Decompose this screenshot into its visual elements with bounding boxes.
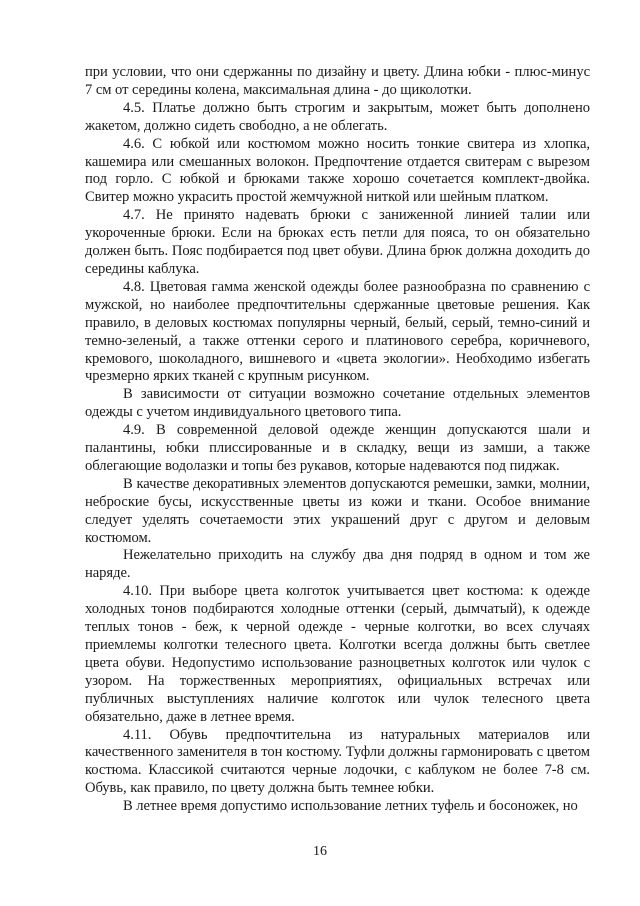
paragraph-4-5: 4.5. Платье должно быть строгим и закрытым, может быть дополнено жакетом, должно сидеть свободно, а не облегать.	[85, 99, 590, 134]
paragraph-4-10: 4.10. При выборе цвета колготок учитывается цвет костюма: к одежде холодных тонов подбираются холодные оттенки (серый, дымчатый), к одежде теплых тонов - беж, к черной одежде - черные колготки, во всех случаях приемлемы колготки телесного цвета. Колготки всегда должны быть светлее цвета обуви. Недопустимо использование разноцветных колготок или чулок с узором. На торжественных мероприятиях, официальных встречах или публичных выступлениях наличие колготок или чулок телесного цвета обязательно, даже в летнее время.	[85, 583, 590, 725]
paragraph-4-9: 4.9. В современной деловой одежде женщин допускаются шали и палантины, юбки плиссированные и в складку, вещи из замши, а также облегающие водолазки и топы без рукавов, которые надеваются под пиджак.	[85, 422, 590, 474]
paragraph-continuation: при условии, что они сдержанны по дизайну и цвету. Длина юбки - плюс-минус 7 см от середины колена, максимальная длина - до щиколотки.	[85, 64, 590, 98]
paragraph-4-11: 4.11. Обувь предпочтительна из натуральных материалов или качественного заменителя в тон костюму. Туфли должны гармонировать с цветом костюма. Классикой считаются черные лодочки, с каблуком не более 7-8 см. Обувь, как правило, по цвету должна быть темнее юбки.	[85, 726, 590, 797]
document-page	[85, 64, 590, 816]
paragraph-same-outfit: Нежелательно приходить на службу два дня подряд в одном и том же наряде.	[85, 547, 590, 582]
paragraph-4-8: 4.8. Цветовая гамма женской одежды более разнообразна по сравнению с мужской, но наиболее предпочтительны сдержанные цветовые решения. Как правило, в деловых костюмах популярны черный, белый, серый, темно-синий и темно-зеленый, а также оттенки серого и платинового серебра, коричневого, кремового, шоколадного, вишневого и «цвета экологии». Необходимо избегать чрезмерно ярких тканей с крупным рисунком.	[85, 278, 590, 385]
paragraph-summer-shoes: В летнее время допустимо использование летних туфель и босоножек, но	[123, 798, 578, 815]
paragraph-decorative-elements: В качестве декоративных элементов допускаются ремешки, замки, молнии, неброские бусы, искусственные цветы из кожи и ткани. Особое внимание следует уделять сочетаемости этих украшений друг с другом и деловым костюмом.	[85, 475, 590, 546]
page-number: 16	[313, 844, 327, 859]
paragraph-4-6: 4.6. С юбкой или костюмом можно носить тонкие свитера из хлопка, кашемира или смешанных волокон. Предпочтение отдается свитерам с вырезом под горло. С юбкой и брюками также хорошо сочетается комплект-двойка. Свитер можно украсить простой жемчужной ниткой или шейным платком.	[85, 135, 590, 206]
paragraph-color-type: В зависимости от ситуации возможно сочетание отдельных элементов одежды с учетом индивидуального цветового типа.	[85, 386, 590, 421]
paragraph-4-7: 4.7. Не принято надевать брюки с заниженной линией талии или укороченные брюки. Если на брюках есть петли для пояса, то он обязательно должен быть. Пояс подбирается под цвет обуви. Длина брюк должна доходить до середины каблука.	[85, 207, 590, 277]
